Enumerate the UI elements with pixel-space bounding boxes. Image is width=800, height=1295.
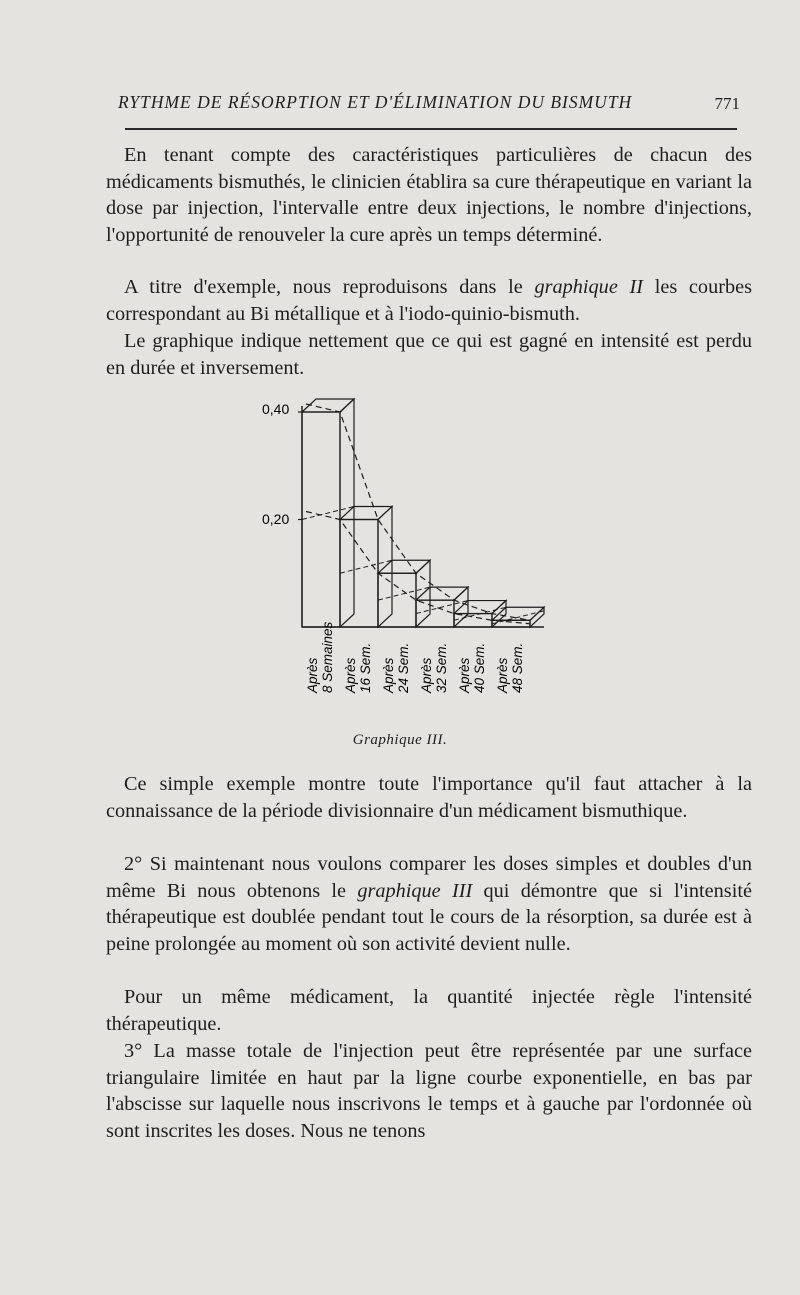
x-label-2-line-1: Après	[343, 657, 358, 693]
x-labels-layer	[305, 621, 525, 694]
x-label-4	[419, 643, 449, 694]
paragraph-6: Pour un même médicament, la quantité injectée règle l'intensité thérapeutique.	[106, 986, 752, 1035]
paragraph-2-end: les courbes correspondant au Bi métallique et à l'iodo-quinio-bismuth.	[106, 276, 753, 325]
x-label-5-line-1: Après	[457, 657, 472, 693]
x-label-5-line-2: 40 Sem.	[472, 642, 487, 693]
x-label-6-line-2: 48 Sem.	[510, 642, 525, 693]
paragraph-4: Ce simple exemple montre toute l'importance qu'il faut attacher à la connaissance de la période divisionnaire d'un médicament bismuthique.	[106, 773, 752, 822]
bar-front-3	[378, 573, 416, 627]
running-head	[118, 92, 740, 113]
y-tick-label-0-40: 0,40	[262, 401, 290, 417]
x-label-3-line-2: 24 Sem.	[396, 642, 411, 693]
bar-front-1	[302, 412, 340, 627]
paragraph-3: Le graphique indique nettement que ce qui est gagné en intensité est perdu en durée et inversement.	[106, 330, 752, 379]
paragraph-1: En tenant compte des caractéristiques particulières de chacun des médicaments bismuthés, le clinicien établira sa cure thérapeutique en variant la dose par injection, l'intervalle entre deux injections, le nombre d'injections, l'opportunité de renouveler la cure après un temps déterminé.	[106, 144, 752, 246]
graphique-iii-reference: graphique III	[357, 879, 473, 902]
x-label-6-line-1: Après	[495, 657, 510, 693]
figure-caption: Graphique III.	[352, 732, 448, 748]
paragraph-2	[106, 274, 752, 327]
x-label-4-line-1: Après	[419, 657, 434, 693]
bars-layer	[302, 399, 544, 627]
x-label-3	[381, 643, 411, 694]
x-label-3-line-1: Après	[381, 657, 396, 693]
paragraph-5	[106, 851, 752, 957]
axes-layer	[262, 401, 544, 627]
bar-side-6	[530, 607, 544, 627]
header-rule	[125, 128, 737, 130]
bar-front-2	[340, 520, 378, 628]
bar-chart	[250, 393, 590, 723]
figure-graphique-iii	[250, 393, 590, 723]
x-label-5	[457, 643, 487, 694]
x-label-1	[305, 621, 335, 694]
bar-front-4	[416, 600, 454, 627]
x-label-6	[495, 643, 525, 694]
graphique-ii-reference: graphique II	[534, 276, 644, 298]
x-label-2-line-2: 16 Sem.	[358, 642, 373, 693]
page-number: 771	[714, 94, 740, 113]
x-label-1-line-2: 8 Semaines	[320, 621, 335, 693]
x-label-4-line-2: 32 Sem.	[434, 642, 449, 693]
paragraph-5-end: qui démontre que si l'intensité thérapeutique est doublée pendant tout le cours de la résorption, sa durée est à peine prolongée au moment où son activité devient nulle.	[106, 879, 752, 955]
paragraph-2-start: A titre d'exemple, nous reproduisons dans le	[124, 276, 535, 298]
x-label-2	[343, 643, 373, 694]
running-head-title: RYTHME DE RÉSORPTION ET D'ÉLIMINATION DU BISMUTH	[118, 92, 633, 112]
paragraph-5-start: 2° Si maintenant nous voulons comparer les doses simples et doubles d'un même Bi nous obtenons le	[106, 853, 752, 902]
y-tick-label-0-20: 0,20	[262, 511, 290, 527]
x-label-1-line-1: Après	[305, 657, 320, 693]
paragraph-7: 3° La masse totale de l'injection peut être représentée par une surface triangulaire limitée en haut par la ligne courbe exponentielle, en bas par l'abscisse sur laquelle nous inscrivons le temps et à gauche par l'ordonnée où sont inscrites les doses. Nous ne tenons	[106, 1040, 752, 1142]
